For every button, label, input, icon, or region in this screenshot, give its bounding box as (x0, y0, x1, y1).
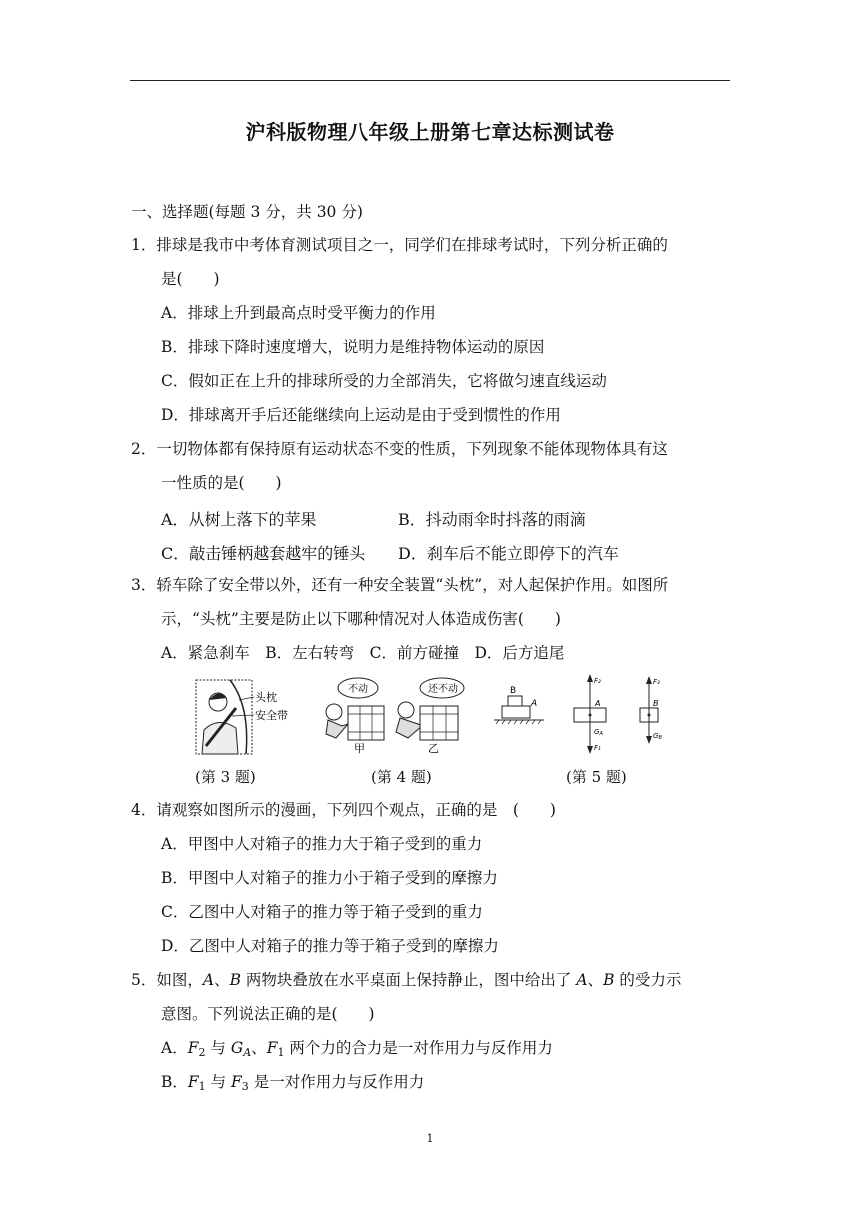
q3-options: A．紧急刹车 B．左右转弯 C．前方碰撞 D．后方追尾 (161, 644, 565, 662)
label-yi: 乙 (428, 742, 439, 755)
q1-option-b: B．排球下降时速度增大，说明力是维持物体运动的原因 (161, 338, 545, 356)
q4-option-d: D．乙图中人对箱子的推力等于箱子受到的摩擦力 (161, 937, 499, 955)
q5-stem-line2: 意图。下列说法正确的是( ) (161, 1005, 375, 1023)
figure-5-caption: (第 5 题) (566, 768, 627, 786)
page-number: 1 (426, 1132, 434, 1145)
label-headrest: 头枕 (255, 691, 277, 704)
figure-4-caption: (第 4 题) (371, 768, 432, 786)
q1-stem-line2: 是( ) (161, 270, 220, 288)
q5-option-a: A．$F_2$ 与 $G_A$、$F_1$ 两个力的合力是一对作用力与反作用力 (161, 1039, 553, 1059)
q2-option-a: A．从树上落下的苹果 (161, 510, 317, 529)
block-b-fbd-label: B (653, 699, 659, 708)
figure-3-caption: (第 3 题) (195, 768, 256, 786)
q5-option-a-text: 两个力的合力是一对作用力与反作用力 (289, 1039, 553, 1057)
q2-stem-line1: 2．一切物体都有保持原有运动状态不变的性质，下列现象不能体现物体具有这 (131, 440, 668, 458)
q2-stem-line2: 一性质的是( ) (161, 474, 282, 492)
q3-stem-line2: 示，“头枕”主要是防止以下哪种情况对人体造成伤害( ) (161, 610, 561, 628)
q4-option-b: B．甲图中人对箱子的推力小于箱子受到的摩擦力 (161, 869, 498, 887)
section-heading: 一、选择题(每题 3 分，共 30 分) (131, 203, 363, 221)
block-a-label: A (531, 699, 538, 709)
figure-3-headrest (192, 676, 296, 758)
q2-options-row2 (0, 541, 860, 561)
figure-4-cartoon (318, 676, 468, 756)
q1-stem-line1: 1．排球是我市中考体育测试项目之一，同学们在排球考试时，下列分析正确的 (131, 236, 668, 254)
q4-stem: 4．请观察如图所示的漫画，下列四个观点，正确的是 ( ) (131, 801, 556, 819)
force-f1: F₁ (594, 744, 601, 752)
force-f2: F₂ (594, 677, 601, 685)
label-seatbelt: 安全带 (255, 709, 288, 722)
q1-option-a: A．排球上升到最高点时受平衡力的作用 (161, 304, 436, 322)
block-b-label: B (510, 686, 517, 696)
q5-option-b: B．$F_1$ 与 $F_3$ 是一对作用力与反作用力 (161, 1073, 425, 1093)
q4-option-a: A．甲图中人对箱子的推力大于箱子受到的重力 (161, 835, 483, 853)
q3-stem-line1: 3．轿车除了安全带以外，还有一种安全装置“头枕”，对人起保护作用。如图所 (131, 576, 669, 594)
force-ga: GA (594, 728, 603, 737)
bubble-right: 还不动 (428, 684, 458, 695)
force-gb: GB (653, 732, 662, 741)
page-title: 沪科版物理八年级上册第七章达标测试卷 (245, 120, 615, 144)
q2-option-b: B．抖动雨伞时抖落的雨滴 (398, 510, 586, 529)
q2-option-c: C．敲击锤柄越套越牢的锤头 (161, 544, 366, 563)
force-f3: F₃ (653, 678, 660, 686)
header-rule (130, 80, 730, 81)
q2-options-row1 (0, 507, 860, 527)
q2-option-d: D．刹车后不能立即停下的汽车 (398, 544, 619, 563)
q1-option-d: D．排球离开手后还能继续向上运动是由于受到惯性的作用 (161, 406, 561, 424)
bubble-left: 不动 (348, 684, 368, 695)
q5-option-b-text: 是一对作用力与反作用力 (253, 1073, 425, 1091)
block-a-fbd-label: A (595, 699, 601, 708)
figure-5-force-diagram (488, 670, 678, 758)
q1-option-c: C．假如正在上升的排球所受的力全部消失，它将做匀速直线运动 (161, 372, 607, 390)
q4-option-c: C．乙图中人对箱子的推力等于箱子受到的重力 (161, 903, 483, 921)
q5-stem-line1: 5．如图，A、B 两物块叠放在水平桌面上保持静止，图中给出了 A、B 的受力示 (131, 971, 682, 989)
label-jia: 甲 (354, 742, 365, 755)
